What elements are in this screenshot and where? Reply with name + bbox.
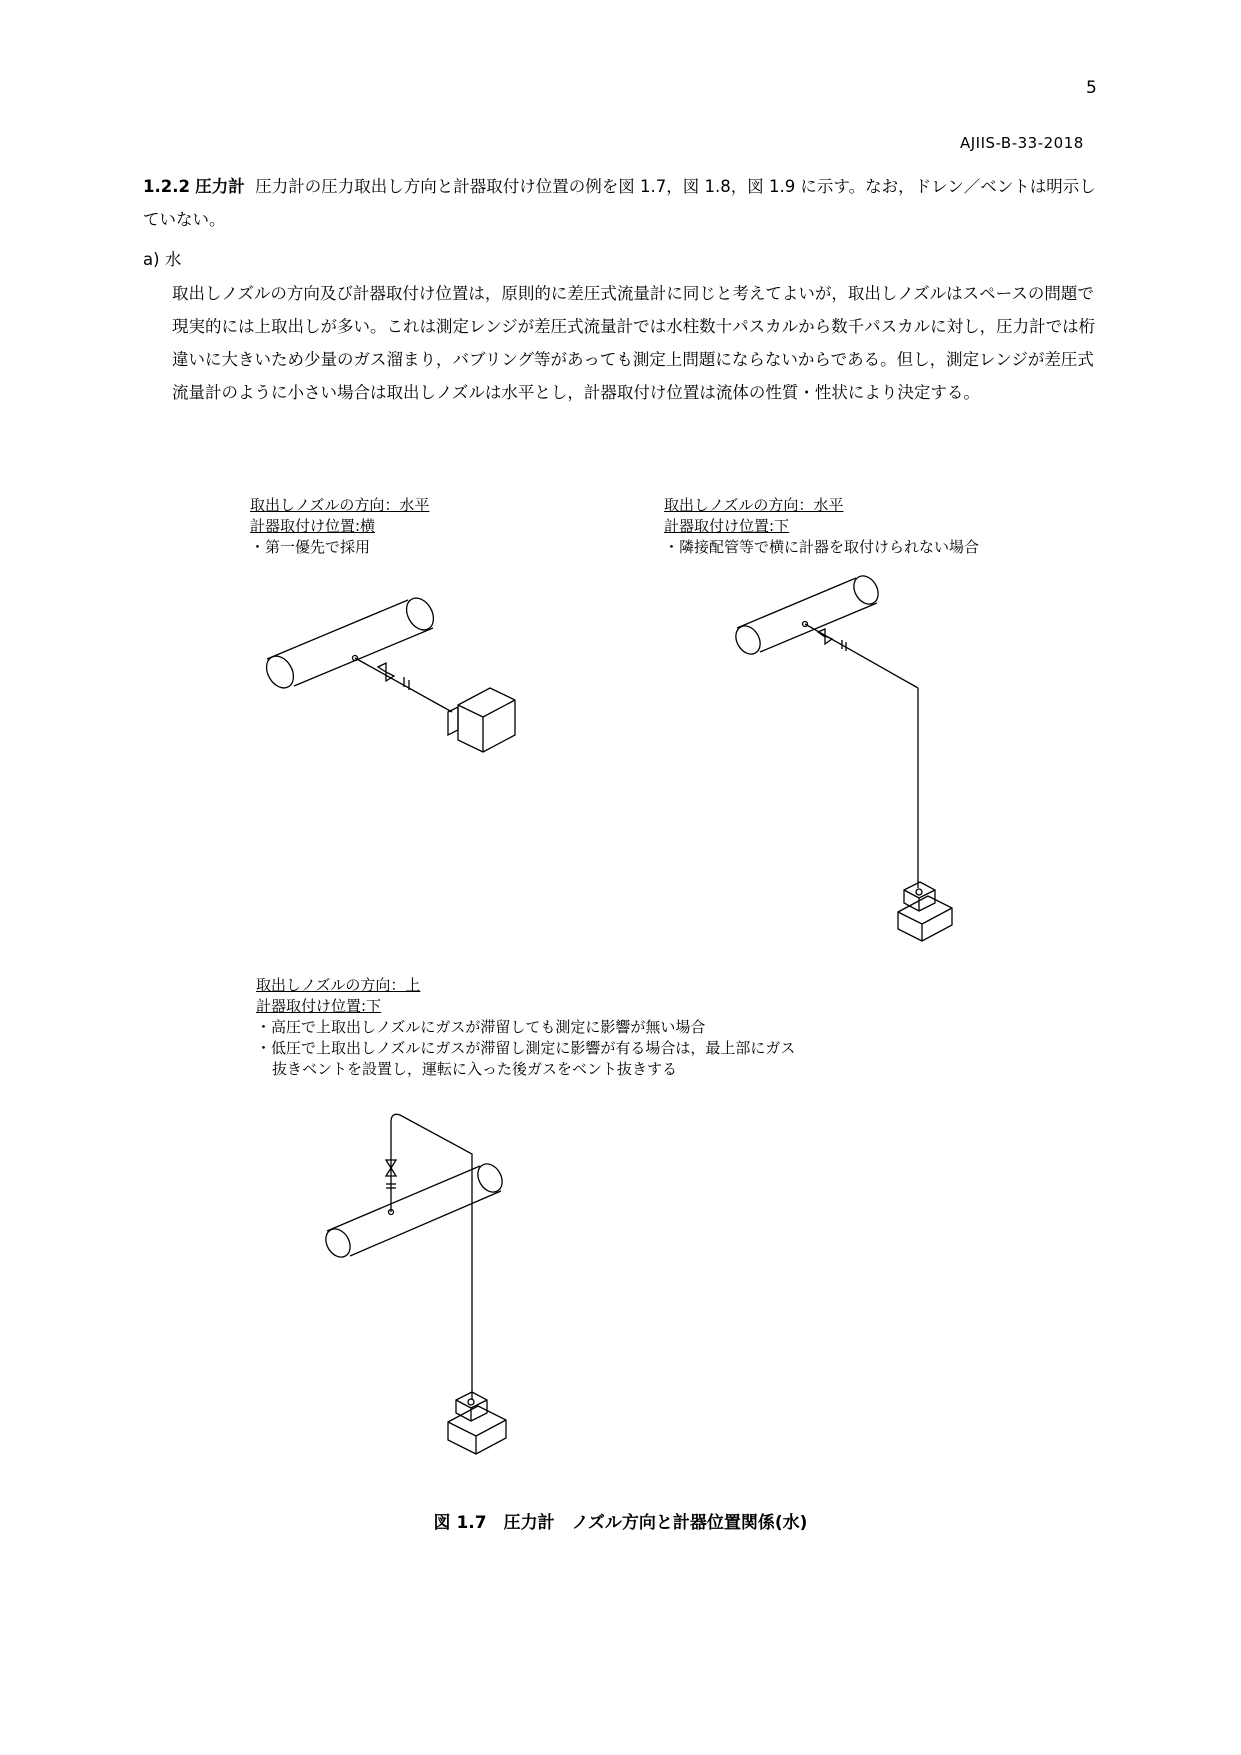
diagram-1-drawing [261,593,515,752]
diagram-1-mount-position: 計器取付け位置:横 [250,517,376,535]
page-number: 5 [1086,78,1097,98]
diagram-3-note-1: ・高圧で上取出しノズルにガスが滞留しても測定に影響が無い場合 [256,1018,706,1036]
document-id: AJIIS-B-33-2018 [960,134,1084,152]
diagram-3-nozzle-direction: 取出しノズルの方向：上 [256,976,421,994]
item-a-title: 水 [164,250,182,269]
diagram-3-pipe [321,1160,507,1262]
diagram-1-impulse-line [353,656,453,713]
diagram-1-pipe [261,593,439,692]
diagram-1-note: ・第一優先で採用 [250,538,371,556]
item-a-label: a) [143,250,160,269]
section-title: 圧力計 [195,177,245,196]
diagram-3-gauge-box [448,1392,506,1454]
diagram-2-drawing [731,572,952,941]
diagram-2-gauge-box [898,882,952,941]
diagram-3-impulse-line [386,1114,472,1400]
item-a-paragraph: 取出しノズルの方向及び計器取付け位置は，原則的に差圧式流量計に同じと考えてよいが，取出しノズルはスペースの問題で現実的には上取出しが多い。これは測定レンジが差圧式流量計では水柱数十パスカルから数千パスカルに対し，圧力計では桁違いに大きいため少量のガス溜まり，バブリング等があっても測定上問題にならないからである。但し，測定レンジが差圧式流量計のように小さい場合は取出しノズルは水平とし，計器取付け位置は流体の性質・性状により決定する。 [172,284,1096,402]
diagram-3-mount-position: 計器取付け位置:下 [256,997,382,1015]
diagram-2-pipe [731,572,883,659]
diagram-1-nozzle-direction: 取出しノズルの方向：水平 [250,496,430,514]
diagram-1-gauge-box [448,688,515,752]
section-text: 圧力計の圧力取出し方向と計器取付け位置の例を図 1.7，図 1.8，図 1.9 に示す。なお，ドレン／ベントは明示していない。 [143,177,1096,229]
diagram-2-mount-position: 計器取付け位置:下 [664,517,790,535]
diagram-2-nozzle-direction: 取出しノズルの方向：水平 [664,496,844,514]
figure-caption: 図 1.7 圧力計 ノズル方向と計器位置関係(水) [433,1513,808,1533]
diagram-2-impulse-line [803,622,919,889]
diagram-3-drawing [321,1114,507,1454]
section-number: 1.2.2 [143,177,190,196]
diagram-3-note-2: ・低圧で上取出しノズルにガスが滞留し測定に影響が有る場合は，最上部にガス [256,1039,796,1057]
diagram-2-note: ・隣接配管等で横に計器を取付けられない場合 [664,538,980,556]
diagram-3-note-3: 抜きベントを設置し，運転に入った後ガスをベント抜きする [272,1060,678,1078]
